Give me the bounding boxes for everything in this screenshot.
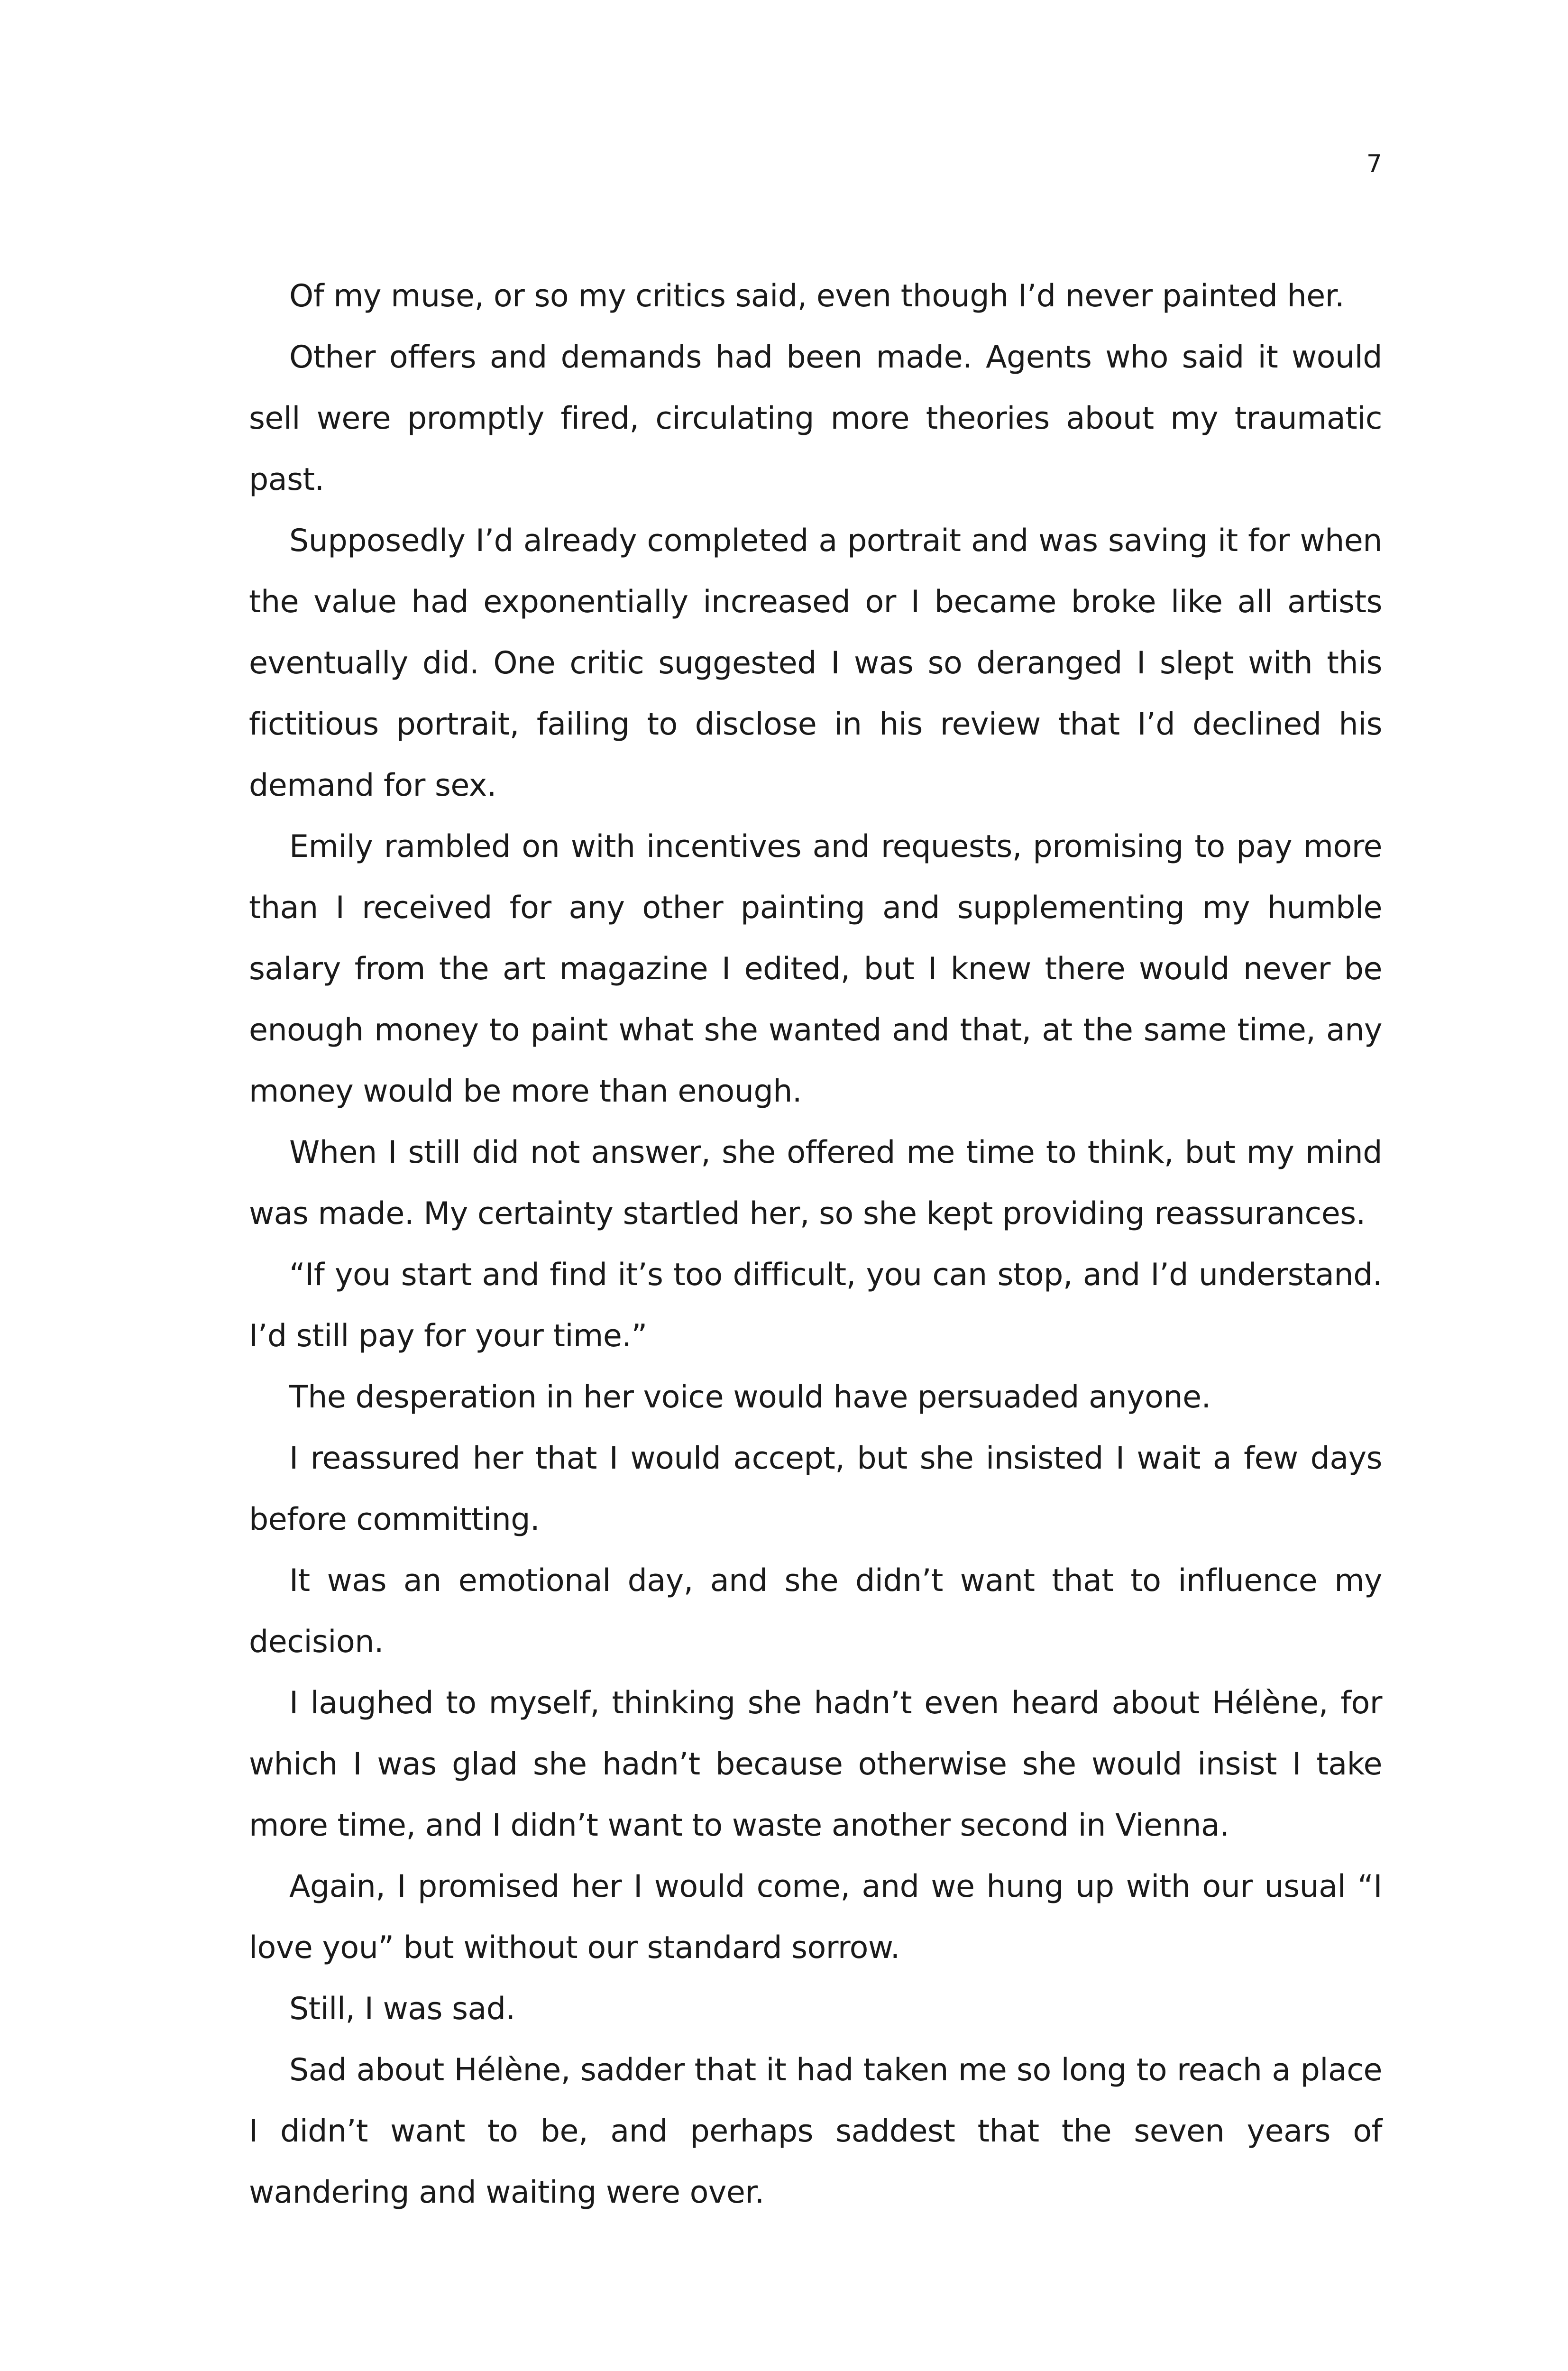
paragraph: Emily rambled on with incentives and requests, promising to pay more than I received for any other painting and supplementing my humble salary from the art magazine I edited, but I knew there would never be enough money to paint what she wanted and that, at the same time, any money would be more than enough. bbox=[249, 829, 1382, 1109]
paragraph: Other offers and demands had been made. Agents who said it would sell were promptly fired, circulating more theories about my traumatic past. bbox=[249, 340, 1382, 497]
paragraph: Again, I promised her I would come, and we hung up with our usual “I love you” but without our standard sorrow. bbox=[249, 1869, 1382, 1966]
paragraph: “If you start and find it’s too difficult, you can stop, and I’d understand. I’d still pay for your time.” bbox=[249, 1257, 1382, 1354]
paragraph: When I still did not answer, she offered me time to think, but my mind was made. My certainty startled her, so she kept providing reassurances. bbox=[249, 1135, 1382, 1231]
paragraph: The desperation in her voice would have persuaded anyone. bbox=[289, 1379, 1211, 1415]
paragraph: It was an emotional day, and she didn’t want that to influence my decision. bbox=[249, 1563, 1382, 1660]
page-number: 7 bbox=[1366, 150, 1382, 178]
paragraph: Supposedly I’d already completed a portrait and was saving it for when the value had exponentially increased or I became broke like all artists eventually did. One critic suggested I was so deranged I slept with this fictitious portrait, failing to disclose in his review that I’d declined his demand for sex. bbox=[249, 523, 1382, 803]
paragraph: I laughed to myself, thinking she hadn’t even heard about Hélène, for which I was glad she hadn’t because otherwise she would insist I take more time, and I didn’t want to waste another second in Vienna. bbox=[249, 1685, 1382, 1843]
paragraph: Still, I was sad. bbox=[289, 1991, 515, 2027]
paragraph: Of my muse, or so my critics said, even though I’d never painted her. bbox=[289, 278, 1345, 314]
paragraph: I reassured her that I would accept, but she insisted I wait a few days before committing. bbox=[249, 1441, 1382, 1537]
paragraph: Sad about Hélène, sadder that it had taken me so long to reach a place I didn’t want to be, and perhaps saddest that the seven years of wandering and waiting were over. bbox=[249, 2052, 1382, 2210]
body-text bbox=[249, 266, 1382, 2223]
